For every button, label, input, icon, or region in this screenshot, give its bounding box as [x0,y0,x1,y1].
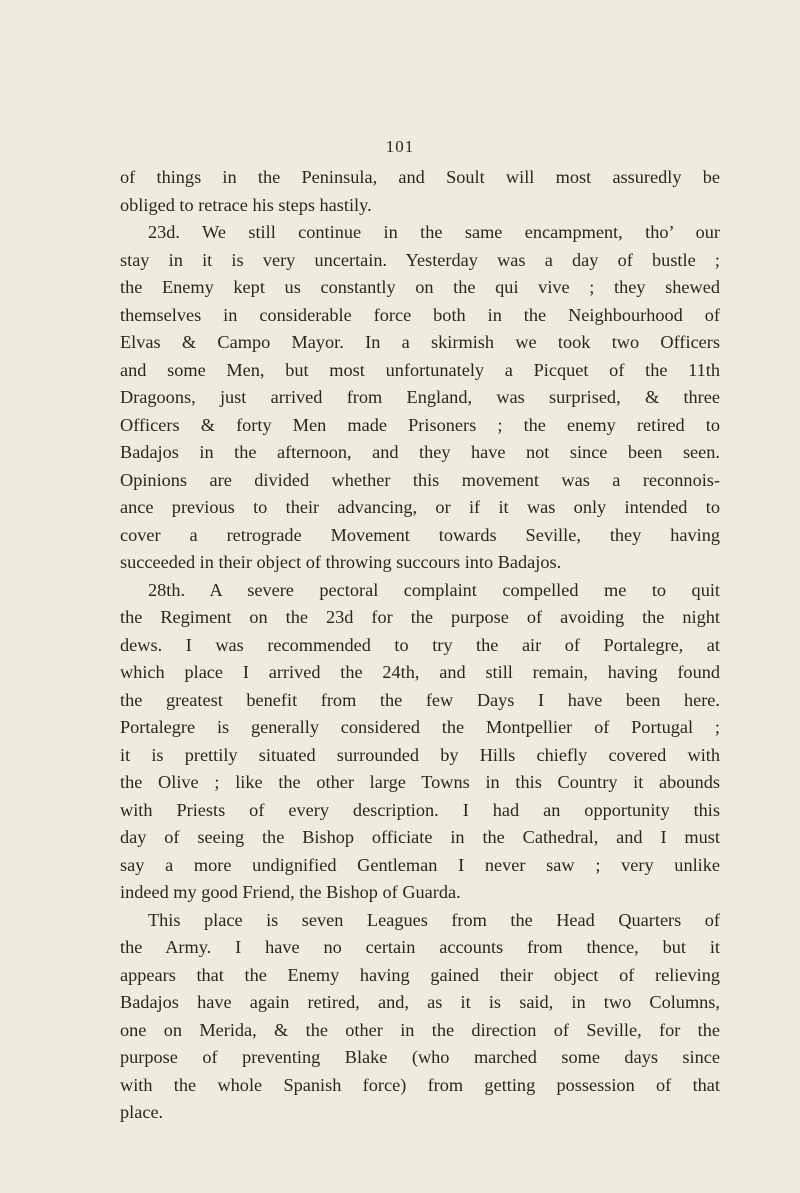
text-line: stay in it is very uncertain. Yesterday was a day of bustle ; [120,249,720,270]
text-line: the Olive ; like the other large Towns in this Country it abounds [120,772,720,792]
text-line: This place is seven Leagues from the Head Quarters of [148,909,720,930]
text-line: with Priests of every description. I had an opportunity this [120,799,720,820]
text-line: say a more undignified Gentleman I never saw ; very unlike [120,854,720,875]
page-number: 101 [385,137,415,156]
text-line: place. [120,1102,164,1122]
text-line: dews. I was recommended to try the air of Portalegre, at [120,634,720,655]
text-line: 28th. A severe pectoral complaint compelled me to quit [148,579,720,600]
text-line: of things in the Peninsula, and Soult will most assuredly be [120,167,720,187]
text-line: the greatest benefit from the few Days I have been here. [120,689,720,710]
text-line: Badajos in the afternoon, and they have not since been seen. [120,442,720,462]
text-line: succeeded in their object of throwing succours into Badajos. [120,552,562,572]
text-line: Portalegre is generally considered the Montpellier of Portugal ; [120,717,720,737]
text-line: appears that the Enemy having gained their object of relieving [120,964,720,985]
text-line: the Regiment on the 23d for the purpose of avoiding the night [120,607,720,627]
text-line: Officers & forty Men made Prisoners ; the enemy retired to [120,414,720,435]
text-line: Opinions are divided whether this movement was a reconnois- [120,469,720,490]
text-line: 23d. We still continue in the same encampment, tho’ our [148,222,720,242]
text-line: Badajos have again retired, and, as it is said, in two Columns, [120,992,720,1012]
text-line: the Army. I have no certain accounts from thence, but it [120,937,720,957]
body-text [120,164,720,1127]
text-line: purpose of preventing Blake (who marched some days since [120,1047,720,1067]
text-line: obliged to retrace his steps hastily. [120,194,372,215]
text-line: the Enemy kept us constantly on the qui vive ; they shewed [120,277,720,297]
text-line: one on Merida, & the other in the direction of Seville, for the [120,1019,720,1040]
text-line: and some Men, but most unfortunately a Picquet of the 11th [120,359,720,380]
text-line: indeed my good Friend, the Bishop of Guarda. [120,882,461,902]
text-line: day of seeing the Bishop officiate in the Cathedral, and I must [120,827,720,847]
text-line: ance previous to their advancing, or if it was only intended to [120,497,720,517]
text-line: Elvas & Campo Mayor. In a skirmish we took two Officers [120,332,720,352]
text-line: Dragoons, just arrived from England, was surprised, & three [120,387,720,407]
text-line: with the whole Spanish force) from getting possession of that [120,1074,720,1095]
text-line: cover a retrograde Movement towards Seville, they having [120,524,720,545]
text-line: themselves in considerable force both in the Neighbourhood of [120,304,720,325]
text-line: which place I arrived the 24th, and still remain, having found [120,662,720,682]
text-line: it is prettily situated surrounded by Hills chiefly covered with [120,744,720,765]
